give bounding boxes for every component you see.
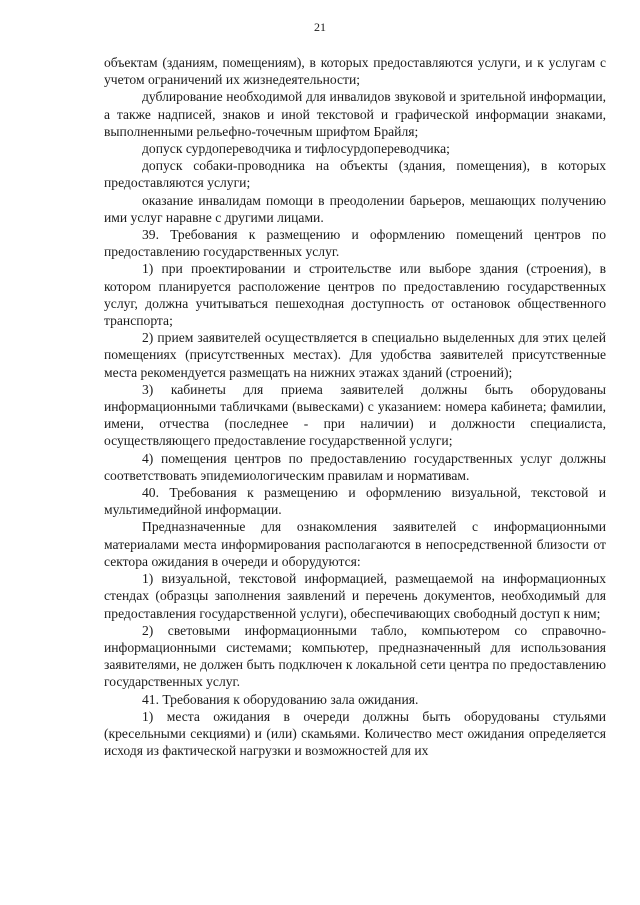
paragraph: объектам (зданиям, помещениям), в которых предоставляются услуги, и к услугам с учетом ограничений их жизнедеятельности;	[104, 55, 606, 88]
section-heading-41: 41. Требования к оборудованию зала ожидания.	[142, 691, 419, 707]
paragraph: 4) помещения центров по предоставлению государственных услуг должны соответствовать эпидемиологическим правилам и нормативам.	[104, 450, 606, 483]
paragraph: Предназначенные для ознакомления заявителей с информационными материалами места информирования располагаются в непосредственной близости от сектора ожидания в очереди и оборудуются:	[104, 519, 606, 569]
paragraph: 2) прием заявителей осуществляется в специально выделенных для этих целей помещениях (присутственных местах). Для удобства заявителей присутственные места рекомендуется размещать на нижних этажах зданий (строений);	[104, 330, 606, 380]
paragraph: 1) при проектировании и строительстве или выборе здания (строения), в котором планируется расположение центров по предоставлению государственных услуг, должна учитываться пешеходная доступность от остановок общественного транспорта;	[104, 261, 606, 329]
section-heading-39: 39. Требования к размещению и оформлению помещений центров по предоставлению государственных услуг.	[104, 227, 606, 260]
paragraph: 1) визуальной, текстовой информацией, размещаемой на информационных стендах (образцы заполнения заявлений и перечень документов, необходимый для предоставления государственной услуги), обеспечивающих свободный доступ к ним;	[104, 571, 606, 621]
paragraph: допуск собаки-проводника на объекты (здания, помещения), в которых предоставляются услуги;	[104, 158, 606, 191]
paragraph: 2) световыми информационными табло, компьютером со справочно-информационными системами; компьютер, предназначенный для использования заявителями, не должен быть подключен к локальной сети центра по предоставлению государственных услуг.	[104, 622, 606, 690]
paragraph: дублирование необходимой для инвалидов звуковой и зрительной информации, а также надписей, знаков и иной текстовой и графической информации знаками, выполненными рельефно-точечным шрифтом Брайля;	[104, 89, 606, 139]
paragraph: оказание инвалидам помощи в преодолении барьеров, мешающих получению ими услуг наравне с другими лицами.	[104, 192, 606, 225]
page-number: 21	[314, 20, 326, 34]
document-body	[104, 54, 606, 759]
paragraph: 3) кабинеты для приема заявителей должны быть оборудованы информационными табличками (вывесками) с указанием: номера кабинета; фамилии, имени, отчества (последнее - при наличии) и должности специалиста, осуществляющего предоставление государственной услуги;	[104, 381, 606, 449]
paragraph: 1) места ожидания в очереди должны быть оборудованы стульями (кресельными секциями) и (или) скамьями. Количество мест ожидания определяется исходя из фактической нагрузки и возможностей для их	[104, 708, 606, 759]
section-heading-40: 40. Требования к размещению и оформлению визуальной, текстовой и мультимедийной информации.	[104, 485, 606, 518]
paragraph: допуск сурдопереводчика и тифлосурдопереводчика;	[142, 141, 450, 157]
